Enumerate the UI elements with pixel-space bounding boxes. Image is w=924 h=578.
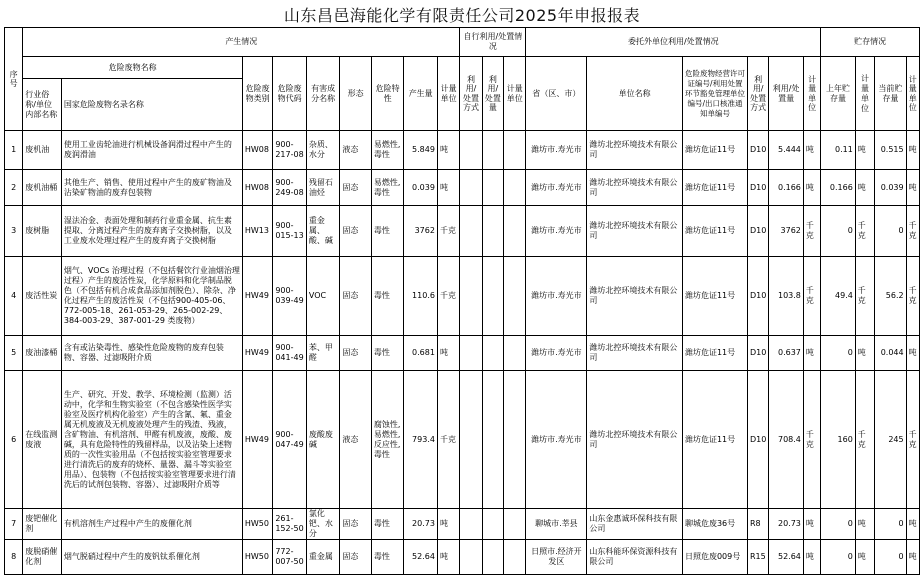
header-storage: 贮存情况 [821,28,920,57]
cell-amount: 110.6 [404,257,438,336]
cell-current-unit: 吨 [906,170,919,206]
header-waste-name-group: 危险废物名称 [23,57,243,79]
cell-last-storage: 49.4 [821,257,856,336]
cell-code: 900-249-08 [273,170,307,206]
cell-unit: 吨 [437,336,459,371]
report-table [4,27,920,575]
cell-company: 潍坊北控环境技术有限公司 [587,371,683,509]
cell-category: HW49 [242,371,272,509]
cell-last-storage: 0 [821,509,856,540]
header-national-name: 国家危险废物名录名称 [61,79,242,131]
cell-self-amount [482,170,503,206]
cell-ent-amount: 5.444 [769,131,804,170]
cell-ent-method: D10 [748,257,769,336]
cell-province: 聊城市.莘县 [526,509,587,540]
cell-harmful: 氯化钯、水分 [306,509,340,540]
cell-industry-name: 废油漆桶 [23,336,62,371]
cell-self-unit [504,131,526,170]
cell-self-method [460,131,482,170]
cell-last-unit: 千克 [855,206,874,257]
cell-industry-name: 废活性炭 [23,257,62,336]
cell-amount: 793.4 [404,371,438,509]
cell-self-unit [504,371,526,509]
cell-harmful: 苯、甲醛 [306,336,340,371]
cell-unit: 吨 [437,509,459,540]
cell-last-unit: 吨 [855,336,874,371]
cell-current-storage: 56.2 [875,257,907,336]
cell-self-amount [482,509,503,540]
cell-province: 潍坊市.寿光市 [526,257,587,336]
cell-province: 潍坊市.寿光市 [526,131,587,170]
cell-form: 固态 [340,509,372,540]
table-row [5,540,920,575]
cell-industry-name: 废树脂 [23,206,62,257]
cell-license: 潍坊危证11号 [682,257,747,336]
header-license: 危险废物经营许可证编号/利用处置环节豁免管理单位编号/出口核准通知单编号 [682,57,747,131]
cell-current-unit: 吨 [906,509,919,540]
cell-self-method [460,540,482,575]
cell-company: 潍坊北控环境技术有限公司 [587,170,683,206]
cell-self-unit [504,206,526,257]
cell-code: 900-047-49 [273,371,307,509]
cell-last-storage: 0 [821,336,856,371]
cell-form: 固态 [340,336,372,371]
cell-license: 聊城危废36号 [682,509,747,540]
cell-company: 潍坊北控环境技术有限公司 [587,336,683,371]
cell-current-storage: 0.039 [875,170,907,206]
cell-ent-unit: 吨 [803,336,820,371]
table-row [5,257,920,336]
header-code: 危险废物代码 [273,57,307,131]
cell-current-storage: 0 [875,540,907,575]
cell-national-name: 烟气脱硝过程中产生的废钒钛系催化剂 [61,540,242,575]
cell-self-amount [482,336,503,371]
cell-seq: 1 [5,131,23,170]
cell-last-storage: 0.11 [821,131,856,170]
cell-harmful: 残留石油烃 [306,170,340,206]
cell-current-unit: 千克 [906,371,919,509]
cell-ent-method: D10 [748,371,769,509]
cell-hazard: 毒性 [371,206,404,257]
cell-self-amount [482,206,503,257]
cell-license: 潍坊危证11号 [682,206,747,257]
cell-hazard: 易燃性,毒性 [371,170,404,206]
header-company: 单位名称 [587,57,683,131]
cell-ent-unit: 千克 [803,257,820,336]
cell-amount: 20.73 [404,509,438,540]
header-unit: 计量单位 [437,57,459,131]
cell-last-storage: 160 [821,371,856,509]
cell-harmful: VOC [306,257,340,336]
cell-province: 潍坊市.寿光市 [526,170,587,206]
cell-form: 固态 [340,540,372,575]
cell-ent-amount: 52.64 [769,540,804,575]
cell-last-unit: 吨 [855,509,874,540]
table-row [5,509,920,540]
cell-last-storage: 0 [821,540,856,575]
cell-national-name: 使用工业齿轮油进行机械设备润滑过程中产生的废润滑油 [61,131,242,170]
cell-category: HW49 [242,336,272,371]
header-row-1 [5,28,920,57]
cell-seq: 3 [5,206,23,257]
cell-last-unit: 千克 [855,257,874,336]
header-industry-name: 行业俗称/单位内部名称 [23,79,62,131]
cell-license: 日照危废009号 [682,540,747,575]
cell-ent-method: D10 [748,131,769,170]
header-self-method: 利用/处置方式 [460,57,482,131]
cell-current-storage: 0.044 [875,336,907,371]
cell-unit: 千克 [437,257,459,336]
header-ent-unit: 计量单位 [803,57,820,131]
table-row [5,170,920,206]
cell-license: 潍坊危证11号 [682,371,747,509]
header-self-amount: 利用/处置量 [482,57,503,131]
cell-form: 液态 [340,371,372,509]
cell-self-unit [504,257,526,336]
cell-seq: 4 [5,257,23,336]
cell-national-name: 其他生产、销售、使用过程中产生的废矿物油及沾染矿物油的废弃包装物 [61,170,242,206]
cell-ent-unit: 吨 [803,509,820,540]
cell-self-method [460,170,482,206]
cell-province: 潍坊市.寿光市 [526,206,587,257]
cell-code: 900-015-13 [273,206,307,257]
cell-current-storage: 0.515 [875,131,907,170]
cell-harmful: 重金属、酸、碱 [306,206,340,257]
cell-current-unit: 吨 [906,540,919,575]
header-harmful: 有害成分名称 [306,57,340,131]
cell-national-name: 烟气、VOCs 治理过程（不包括餐饮行业油烟治理过程）产生的废活性炭，化学原料和化学制品脱色（不包括有机合成食品添加剂脱色）、除杂、净化过程产生的废活性炭（不包括900-405-06、772-005-18、261-053-29、265-002-29、384-003-29、387-001-29 类废物） [61,257,242,336]
cell-form: 固态 [340,206,372,257]
cell-form: 固态 [340,170,372,206]
header-amount: 产生量 [404,57,438,131]
cell-company: 山东科能环保资源科技有限公司 [587,540,683,575]
cell-ent-amount: 20.73 [769,509,804,540]
cell-last-unit: 千克 [855,371,874,509]
cell-category: HW50 [242,509,272,540]
cell-national-name: 生产、研究、开发、教学、环境检测（监测）活动中，化学和生物实验室（不包含感染性医学实验室及医疗机构化验室）产生的含氰、氟、重金属无机废液及无机废液处理产生的残渣、残液，含矿物油、有机溶剂、甲醛有机废液，废酸、废碱，具有危险特性的残留样品，以及沾染上述物质的一次性实验用品（不包括按实验室管理要求进行清洗后的废弃的烧杯、量器、漏斗等实验室用品）、包装物（不包括按实验室管理要求进行清洗后的试剂包装物、容器）、过滤吸附介质等 [61,371,242,509]
cell-unit: 吨 [437,131,459,170]
cell-national-name: 有机溶剂生产过程中产生的废催化剂 [61,509,242,540]
cell-province: 日照市.经济开发区 [526,540,587,575]
header-self-unit: 计量单位 [504,57,526,131]
cell-current-storage: 245 [875,371,907,509]
cell-ent-amount: 0.637 [769,336,804,371]
table-row [5,336,920,371]
header-form: 形态 [340,57,372,131]
cell-last-storage: 0 [821,206,856,257]
cell-seq: 7 [5,509,23,540]
cell-self-method [460,509,482,540]
table-row [5,131,920,170]
cell-national-name: 含有或沾染毒性、感染性危险废物的废弃包装物、容器、过滤吸附介质 [61,336,242,371]
header-ent-amount: 利用/处置量 [769,57,804,131]
cell-hazard: 毒性 [371,257,404,336]
cell-self-unit [504,170,526,206]
cell-unit: 吨 [437,170,459,206]
cell-ent-amount: 0.166 [769,170,804,206]
cell-seq: 8 [5,540,23,575]
cell-license: 潍坊危证11号 [682,170,747,206]
cell-self-amount [482,371,503,509]
cell-code: 900-041-49 [273,336,307,371]
cell-self-unit [504,336,526,371]
cell-current-unit: 吨 [906,131,919,170]
cell-code: 261-152-50 [273,509,307,540]
cell-amount: 0.039 [404,170,438,206]
cell-self-amount [482,540,503,575]
cell-self-method [460,257,482,336]
cell-ent-unit: 千克 [803,371,820,509]
cell-last-storage: 0.166 [821,170,856,206]
header-self-disposal: 自行利用/处置情况 [460,28,526,57]
cell-ent-unit: 千克 [803,206,820,257]
cell-company: 山东金惠诚环保科技有限公司 [587,509,683,540]
cell-self-method [460,336,482,371]
cell-current-unit: 吨 [906,336,919,371]
cell-harmful: 废酸废碱 [306,371,340,509]
header-last-unit: 计量单位 [855,57,874,131]
cell-current-unit: 千克 [906,206,919,257]
cell-ent-method: R8 [748,509,769,540]
cell-category: HW08 [242,131,272,170]
cell-amount: 5.849 [404,131,438,170]
cell-harmful: 重金属 [306,540,340,575]
cell-ent-unit: 吨 [803,131,820,170]
header-category: 危险废物类别 [242,57,272,131]
cell-national-name: 湿法冶金、表面处理和制药行业重金属、抗生素提取、分离过程产生的废弃离子交换树脂，以及工业废水处理过程产生的废弃离子交换树脂 [61,206,242,257]
cell-code: 772-007-50 [273,540,307,575]
cell-amount: 3762 [404,206,438,257]
cell-ent-amount: 3762 [769,206,804,257]
cell-last-unit: 吨 [855,540,874,575]
cell-seq: 2 [5,170,23,206]
cell-unit: 千克 [437,371,459,509]
header-current-storage: 当前贮存量 [875,57,907,131]
cell-license: 潍坊危证11号 [682,336,747,371]
cell-industry-name: 废钯催化剂 [23,509,62,540]
cell-ent-unit: 吨 [803,170,820,206]
cell-ent-method: D10 [748,206,769,257]
header-current-unit: 计量单位 [906,57,919,131]
cell-amount: 52.64 [404,540,438,575]
cell-category: HW08 [242,170,272,206]
cell-current-storage: 0 [875,206,907,257]
cell-self-unit [504,509,526,540]
cell-industry-name: 在线监测废液 [23,371,62,509]
cell-current-unit: 千克 [906,257,919,336]
cell-industry-name: 废机油 [23,131,62,170]
cell-self-unit [504,540,526,575]
cell-industry-name: 废脱硝催化剂 [23,540,62,575]
cell-self-method [460,371,482,509]
cell-company: 潍坊北控环境技术有限公司 [587,257,683,336]
cell-company: 潍坊北控环境技术有限公司 [587,206,683,257]
cell-ent-method: R15 [748,540,769,575]
cell-industry-name: 废机油桶 [23,170,62,206]
cell-unit: 吨 [437,540,459,575]
header-hazard: 危险特性 [371,57,404,131]
cell-ent-unit: 吨 [803,540,820,575]
cell-self-method [460,206,482,257]
report-title: 山东昌邑海能化学有限责任公司2025年申报报表 [283,6,641,25]
table-row [5,371,920,509]
cell-hazard: 毒性 [371,540,404,575]
cell-self-amount [482,257,503,336]
cell-province: 潍坊市.寿光市 [526,336,587,371]
cell-form: 液态 [340,131,372,170]
cell-last-unit: 吨 [855,170,874,206]
cell-seq: 6 [5,371,23,509]
cell-ent-method: D10 [748,170,769,206]
cell-code: 900-217-08 [273,131,307,170]
cell-self-amount [482,131,503,170]
cell-seq: 5 [5,336,23,371]
cell-category: HW13 [242,206,272,257]
cell-hazard: 毒性 [371,336,404,371]
header-seq: 序号 [5,28,23,131]
cell-category: HW49 [242,257,272,336]
cell-province: 潍坊市.寿光市 [526,371,587,509]
header-province: 省（区、市） [526,57,587,131]
cell-last-unit: 吨 [855,131,874,170]
cell-hazard: 毒性 [371,509,404,540]
header-row-2 [5,57,920,79]
cell-hazard: 易燃性,毒性 [371,131,404,170]
cell-form: 固态 [340,257,372,336]
header-ent-method: 利用/处置方式 [748,57,769,131]
table-row [5,206,920,257]
cell-amount: 0.681 [404,336,438,371]
cell-unit: 千克 [437,206,459,257]
cell-harmful: 杂质、水分 [306,131,340,170]
header-entrusted: 委托外单位利用/处置情况 [526,28,821,57]
cell-current-storage: 0 [875,509,907,540]
cell-ent-method: D10 [748,336,769,371]
cell-ent-amount: 708.4 [769,371,804,509]
cell-category: HW50 [242,540,272,575]
header-generation: 产生情况 [23,28,460,57]
header-last-storage: 上年贮存量 [821,57,856,131]
cell-code: 900-039-49 [273,257,307,336]
cell-company: 潍坊北控环境技术有限公司 [587,131,683,170]
cell-hazard: 腐蚀性,易燃性,反应性,毒性 [371,371,404,509]
cell-ent-amount: 103.8 [769,257,804,336]
cell-license: 潍坊危证11号 [682,131,747,170]
